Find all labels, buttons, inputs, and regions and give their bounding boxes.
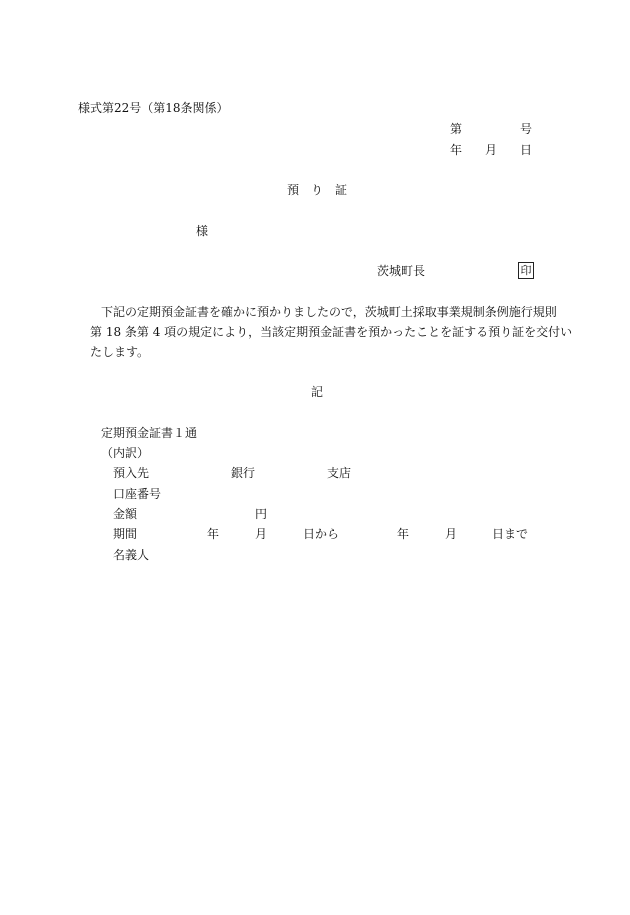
branch-label: 支店 xyxy=(327,466,352,480)
bank-label: 銀行 xyxy=(231,466,256,480)
title-char-3: 証 xyxy=(335,183,348,197)
body-line-3: たします。 xyxy=(90,345,150,359)
account-label: 口座番号 xyxy=(113,487,162,501)
period-to-year: 年 xyxy=(397,527,410,541)
title-char-2: り xyxy=(311,183,324,197)
ki-heading: 記 xyxy=(311,385,324,399)
holder-label: 名義人 xyxy=(113,548,150,562)
body-line-1: 下記の定期預金証書を確かに預かりましたので，茨城町土採取事業規制条例施行規則 xyxy=(101,305,557,319)
date-year: 年 xyxy=(450,143,463,157)
seal-mark: 印 xyxy=(518,262,534,279)
body-line-2: 第 18 条第 4 項の規定により，当該定期預金証書を預かったことを証する預り証を交付い xyxy=(90,325,573,339)
amount-label: 金額 xyxy=(113,507,138,521)
title-char-1: 預 xyxy=(287,183,300,197)
addressee-suffix: 様 xyxy=(196,224,209,238)
date-day: 日 xyxy=(520,143,533,157)
number-prefix: 第 xyxy=(450,122,463,136)
period-from-year: 年 xyxy=(207,527,220,541)
form-label: 様式第22号（第18条関係） xyxy=(78,101,229,115)
period-label: 期間 xyxy=(113,527,138,541)
period-to-day: 日まで xyxy=(492,527,529,541)
breakdown-label: （内訳） xyxy=(101,446,150,460)
depository-label: 預入先 xyxy=(113,466,150,480)
certificate-count: 定期預金証書１通 xyxy=(101,426,198,440)
period-to-month: 月 xyxy=(445,527,458,541)
number-suffix: 号 xyxy=(520,122,533,136)
date-month: 月 xyxy=(485,143,498,157)
amount-unit: 円 xyxy=(255,507,268,521)
period-from-month: 月 xyxy=(255,527,268,541)
issuer: 茨城町長 xyxy=(377,264,426,278)
period-from-day: 日から xyxy=(303,527,340,541)
